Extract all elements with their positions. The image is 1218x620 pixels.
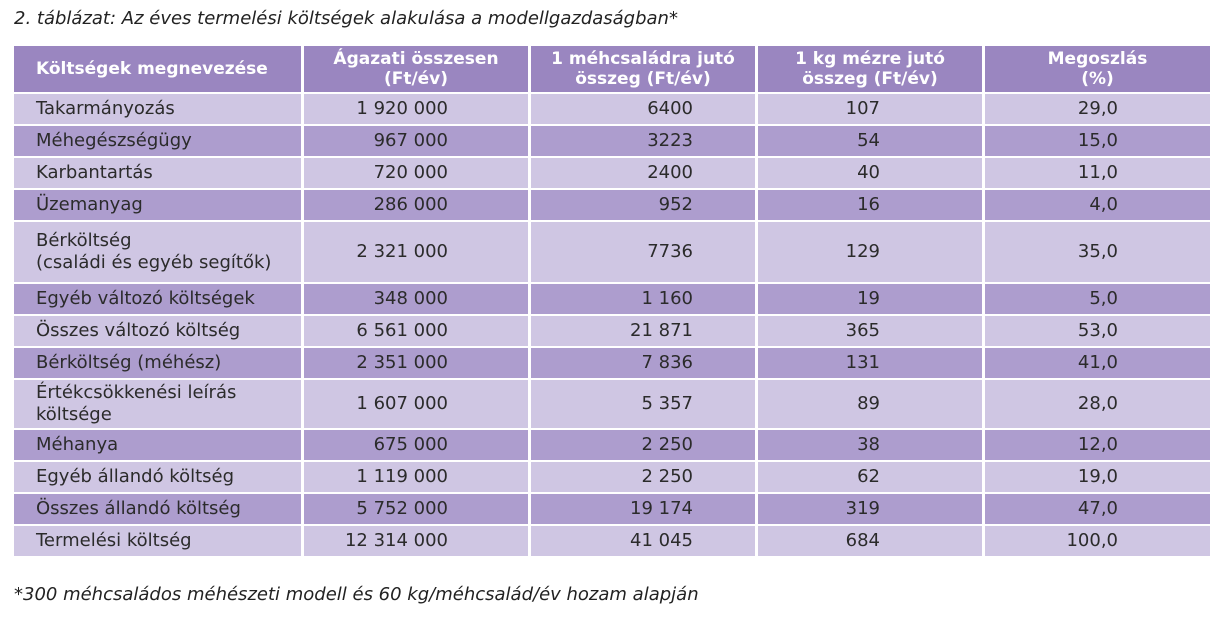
table-row (14, 462, 1210, 492)
row-share: 100,0 (985, 526, 1210, 556)
row-per-colony: 2400 (531, 158, 755, 188)
row-per-colony: 952 (531, 190, 755, 220)
row-name: Méhanya (14, 430, 301, 460)
table-footnote: *300 méhcsaládos méhészeti modell és 60 kg/méhcsalád/év hozam alapján (14, 584, 699, 605)
header-per-kg: 1 kg mézre jutó összeg (Ft/év) (758, 46, 982, 92)
table-row (14, 526, 1210, 556)
row-sector-total: 1 607 000 (304, 380, 528, 428)
cost-table (11, 44, 1213, 558)
row-per-colony: 2 250 (531, 430, 755, 460)
row-per-colony: 41 045 (531, 526, 755, 556)
row-sector-total: 1 920 000 (304, 94, 528, 124)
table-row (14, 222, 1210, 282)
row-share: 28,0 (985, 380, 1210, 428)
table-row (14, 430, 1210, 460)
row-name: Takarmányozás (14, 94, 301, 124)
row-sector-total: 348 000 (304, 284, 528, 314)
row-name: Bérköltség (méhész) (14, 348, 301, 378)
row-per-kg: 107 (758, 94, 982, 124)
row-name: Bérköltség (családi és egyéb segítők) (14, 222, 301, 282)
row-per-colony: 21 871 (531, 316, 755, 346)
row-per-kg: 131 (758, 348, 982, 378)
row-per-kg: 684 (758, 526, 982, 556)
row-name: Egyéb állandó költség (14, 462, 301, 492)
table-row (14, 158, 1210, 188)
row-sector-total: 675 000 (304, 430, 528, 460)
row-per-colony: 6400 (531, 94, 755, 124)
row-sector-total: 2 321 000 (304, 222, 528, 282)
row-per-colony: 5 357 (531, 380, 755, 428)
row-per-colony: 7736 (531, 222, 755, 282)
table-body (14, 94, 1210, 556)
row-share: 53,0 (985, 316, 1210, 346)
row-per-kg: 129 (758, 222, 982, 282)
table-row (14, 284, 1210, 314)
row-per-kg: 40 (758, 158, 982, 188)
row-sector-total: 720 000 (304, 158, 528, 188)
row-name: Üzemanyag (14, 190, 301, 220)
row-per-colony: 19 174 (531, 494, 755, 524)
row-share: 12,0 (985, 430, 1210, 460)
row-name: Termelési költség (14, 526, 301, 556)
header-cost-name: Költségek megnevezése (14, 46, 301, 92)
row-sector-total: 967 000 (304, 126, 528, 156)
row-per-kg: 19 (758, 284, 982, 314)
table-caption: 2. táblázat: Az éves termelési költségek alakulása a modellgazdaságban* (14, 8, 678, 29)
row-share: 19,0 (985, 462, 1210, 492)
row-name: Karbantartás (14, 158, 301, 188)
table-row (14, 190, 1210, 220)
row-sector-total: 12 314 000 (304, 526, 528, 556)
table-row (14, 316, 1210, 346)
table-row (14, 494, 1210, 524)
row-per-colony: 7 836 (531, 348, 755, 378)
table-row (14, 126, 1210, 156)
header-per-colony: 1 méhcsaládra jutó összeg (Ft/év) (531, 46, 755, 92)
row-per-colony: 1 160 (531, 284, 755, 314)
row-sector-total: 6 561 000 (304, 316, 528, 346)
row-share: 47,0 (985, 494, 1210, 524)
row-per-colony: 3223 (531, 126, 755, 156)
row-name: Méhegészségügy (14, 126, 301, 156)
row-sector-total: 2 351 000 (304, 348, 528, 378)
table-row (14, 348, 1210, 378)
table-header-row (14, 46, 1210, 92)
row-share: 35,0 (985, 222, 1210, 282)
row-per-kg: 319 (758, 494, 982, 524)
row-per-kg: 16 (758, 190, 982, 220)
header-share: Megoszlás (%) (985, 46, 1210, 92)
row-share: 11,0 (985, 158, 1210, 188)
row-name: Egyéb változó költségek (14, 284, 301, 314)
table-row (14, 380, 1210, 428)
row-per-kg: 365 (758, 316, 982, 346)
row-per-kg: 38 (758, 430, 982, 460)
row-per-colony: 2 250 (531, 462, 755, 492)
table-row (14, 94, 1210, 124)
row-share: 5,0 (985, 284, 1210, 314)
row-sector-total: 286 000 (304, 190, 528, 220)
row-share: 41,0 (985, 348, 1210, 378)
header-sector-total: Ágazati összesen (Ft/év) (304, 46, 528, 92)
row-per-kg: 54 (758, 126, 982, 156)
row-share: 4,0 (985, 190, 1210, 220)
row-name: Összes változó költség (14, 316, 301, 346)
row-per-kg: 89 (758, 380, 982, 428)
row-name: Értékcsökkenési leírás költsége (14, 380, 301, 428)
row-name: Összes állandó költség (14, 494, 301, 524)
row-share: 15,0 (985, 126, 1210, 156)
row-sector-total: 1 119 000 (304, 462, 528, 492)
row-share: 29,0 (985, 94, 1210, 124)
row-per-kg: 62 (758, 462, 982, 492)
row-sector-total: 5 752 000 (304, 494, 528, 524)
